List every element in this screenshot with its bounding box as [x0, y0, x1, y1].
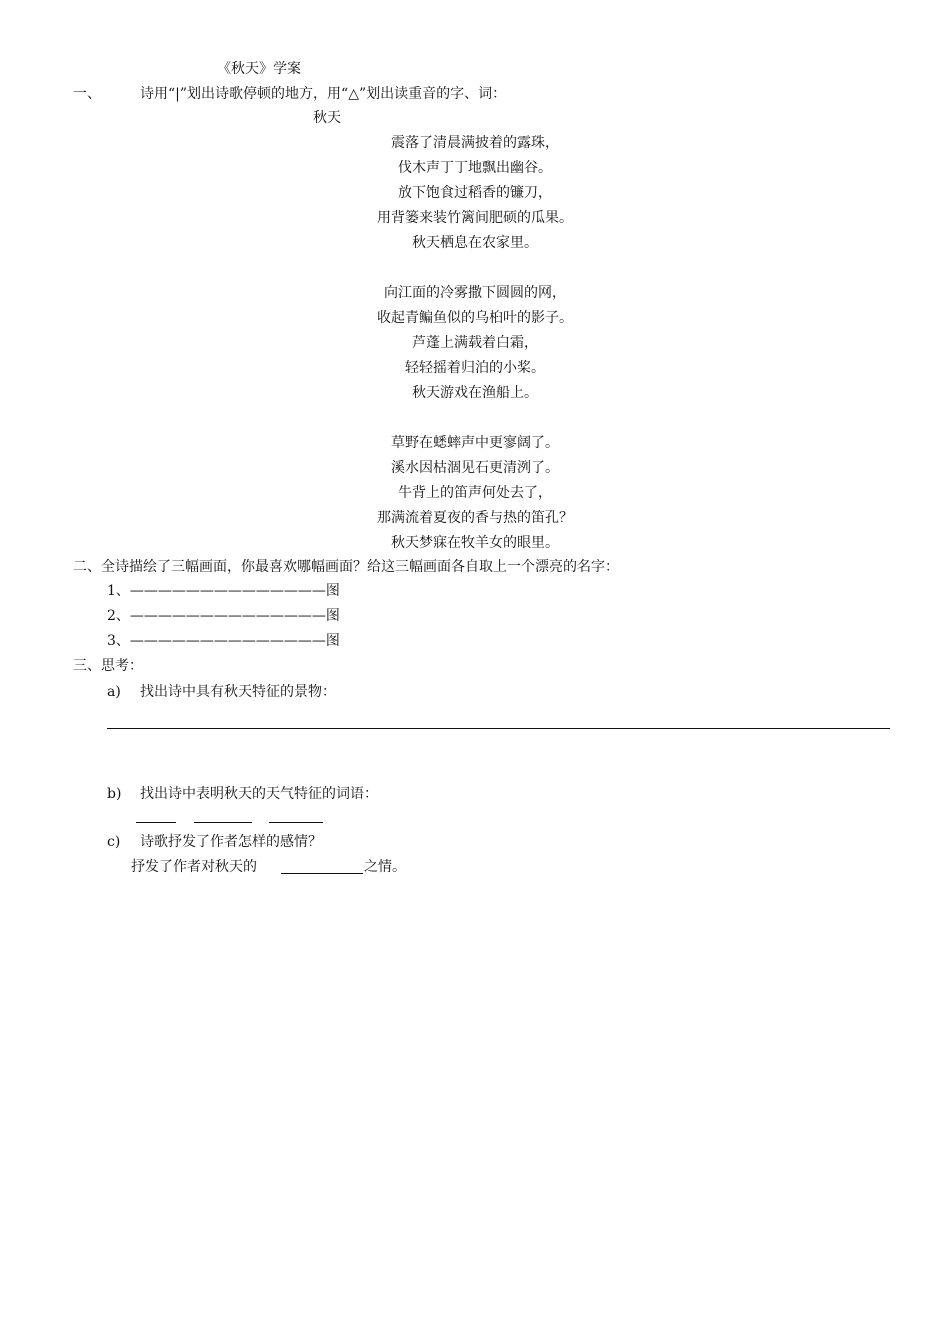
question-3-text: 三、思考： [73, 658, 143, 674]
sub-question-b-label: b) [107, 786, 122, 802]
answer-line-a[interactable] [107, 728, 890, 729]
poem-line: 伐木声丁丁地飘出幽谷。 [398, 160, 552, 176]
answer-c-prefix: 抒发了作者对秋天的 [131, 859, 257, 875]
poem-line: 那满流着夏夜的香与热的笛孔？ [377, 510, 573, 526]
poem-stanza-2 [0, 281, 950, 406]
poem-line: 芦蓬上满载着白霜， [412, 335, 538, 351]
poem-line: 牛背上的笛声何处去了， [398, 485, 552, 501]
poem-line: 草野在蟋蟀声中更寥阔了。 [391, 435, 559, 451]
poem-stanza-1 [0, 131, 950, 256]
sub-question-c-text: 诗歌抒发了作者怎样的感情？ [140, 834, 322, 850]
poem-line: 用背篓来装竹篱间肥硕的瓜果。 [377, 210, 573, 226]
picture-name-blank-3[interactable]: 3、——————————————图 [107, 633, 340, 649]
poem-line: 震落了清晨满披着的露珠， [391, 135, 559, 151]
poem-stanza-3 [0, 431, 950, 556]
sub-question-a-label: a) [107, 684, 121, 700]
sub-question-b-text: 找出诗中表明秋天的天气特征的词语： [140, 786, 378, 802]
answer-blank-b-1[interactable] [136, 822, 176, 823]
question-1-text: 诗用“|”划出诗歌停顿的地方，用“△”划出读重音的字、词： [140, 86, 507, 102]
answer-blank-c[interactable] [281, 873, 363, 874]
poem-line: 秋天栖息在农家里。 [412, 235, 538, 251]
doc-title: 《秋天》学案 [217, 61, 301, 77]
picture-name-blank-1[interactable]: 1、——————————————图 [107, 583, 340, 599]
answer-c-suffix: 之情。 [364, 859, 406, 875]
poem-line: 秋天梦寐在牧羊女的眼里。 [391, 535, 559, 551]
poem-line: 收起青鳊鱼似的乌桕叶的影子。 [377, 310, 573, 326]
answer-blank-b-3[interactable] [269, 822, 323, 823]
poem-line: 轻轻摇着归泊的小桨。 [405, 360, 545, 376]
poem-title: 秋天 [313, 110, 341, 126]
question-2-text: 二、全诗描绘了三幅画面，你最喜欢哪幅画面？给这三幅画面各自取上一个漂亮的名字： [73, 559, 619, 575]
poem-body [0, 131, 950, 556]
picture-name-blank-2[interactable]: 2、——————————————图 [107, 608, 340, 624]
poem-line: 放下饱食过稻香的镰刀， [398, 185, 552, 201]
poem-line: 溪水因枯涸见石更清洌了。 [391, 460, 559, 476]
question-1-number: 一、 [73, 86, 101, 102]
poem-line: 秋天游戏在渔船上。 [412, 385, 538, 401]
sub-question-c-label: c) [107, 834, 121, 850]
poem-line: 向江面的冷雾撒下圆圆的网， [384, 285, 566, 301]
sub-question-a-text: 找出诗中具有秋天特征的景物： [140, 684, 336, 700]
answer-blank-b-2[interactable] [194, 822, 252, 823]
